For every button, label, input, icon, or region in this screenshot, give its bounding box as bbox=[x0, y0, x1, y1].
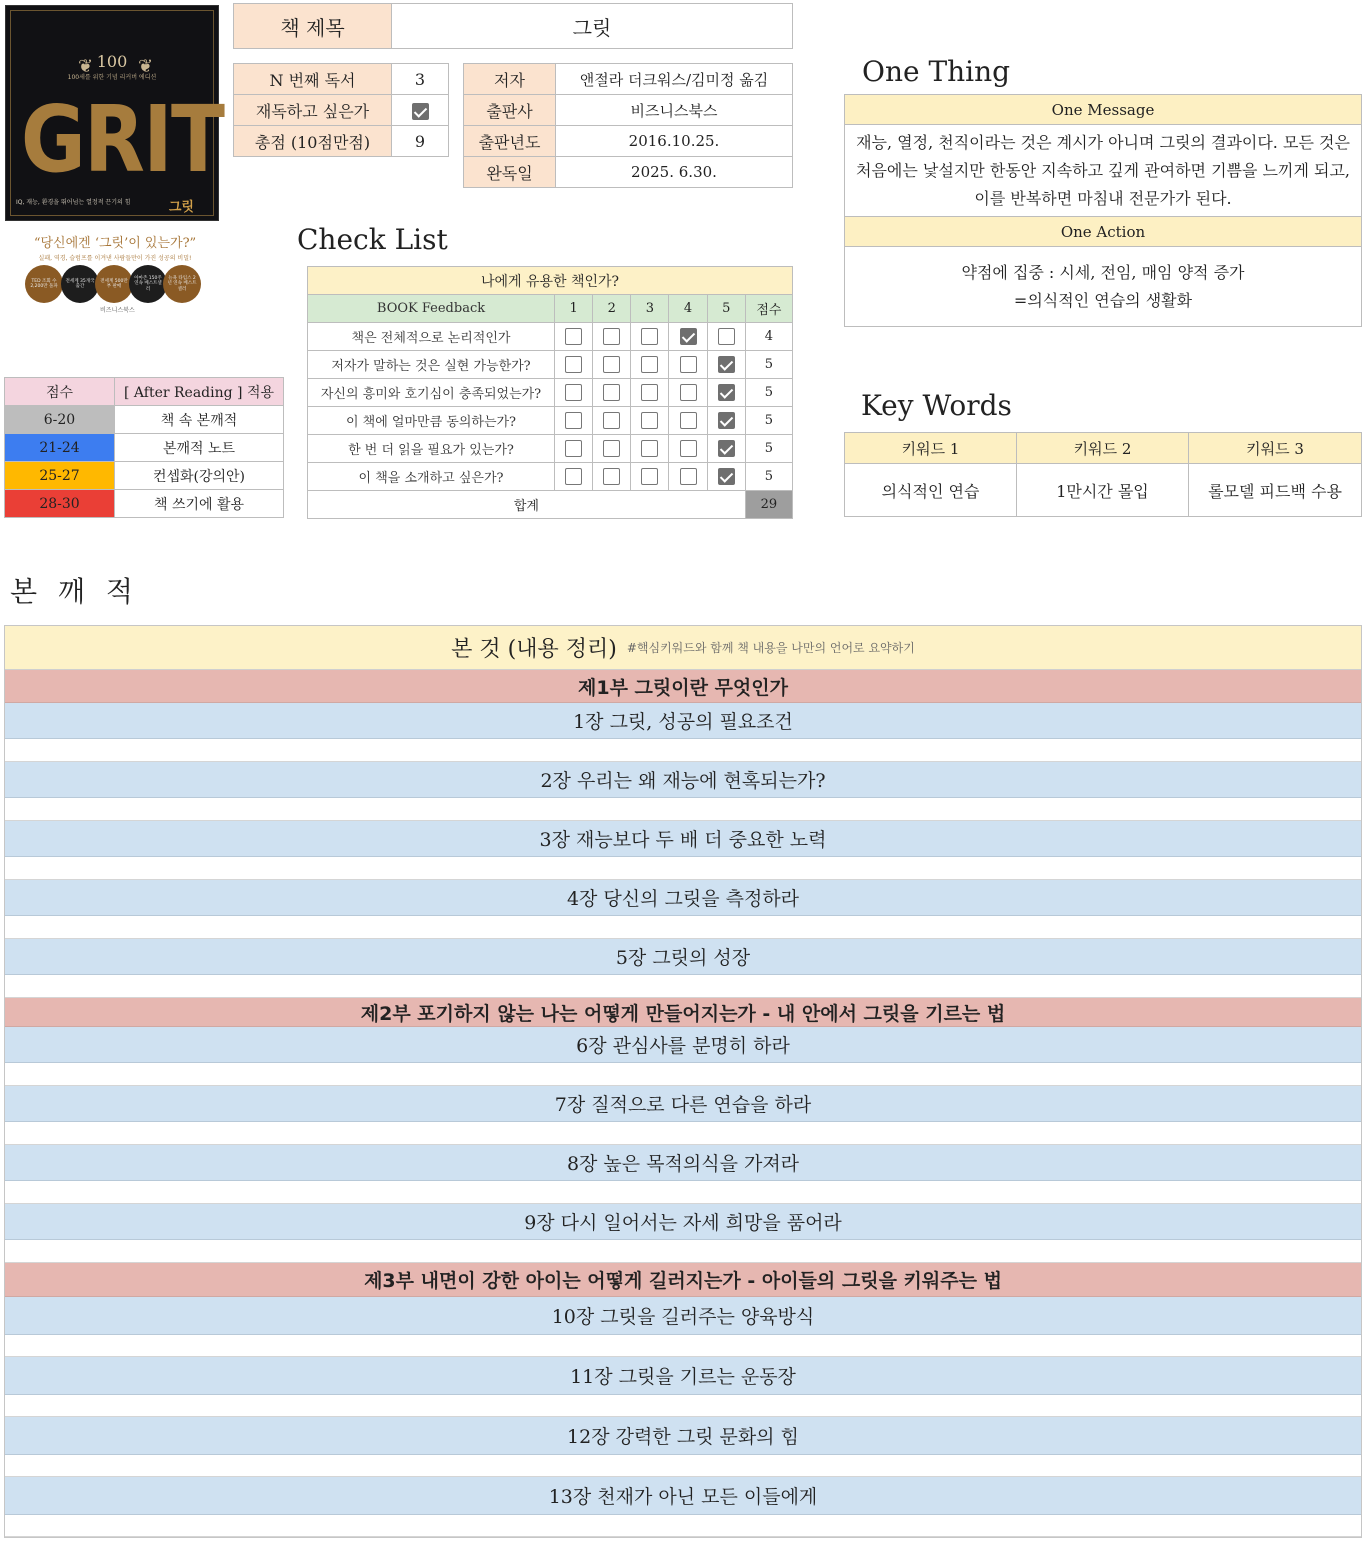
score-column-header: 점수 bbox=[745, 295, 792, 323]
cover-number: 100 bbox=[96, 52, 128, 71]
checklist-header: 나에게 유용한 책인가? bbox=[308, 267, 793, 295]
rating-checkbox[interactable] bbox=[641, 384, 658, 401]
keyword-2-label: 키워드 2 bbox=[1017, 433, 1189, 464]
chapter-heading: 8장 높은 목적의식을 가져라 bbox=[5, 1145, 1361, 1181]
book-info-table bbox=[463, 63, 793, 188]
one-message-label: One Message bbox=[845, 95, 1362, 125]
chapter-notes[interactable] bbox=[5, 975, 1361, 998]
cover-korean-title: 그릿 bbox=[168, 200, 194, 215]
finished-value: 2025. 6.30. bbox=[556, 157, 793, 188]
cover-quote: “당신에겐 ‘그릿’이 있는가?” bbox=[33, 236, 197, 251]
rating-checkbox[interactable] bbox=[718, 412, 735, 429]
chapter-heading: 10장 그릿을 길러주는 양육방식 bbox=[5, 1297, 1361, 1335]
cover-badge: 아마존 150주 연속 베스트셀러 bbox=[129, 265, 167, 303]
cover-subtitle: IQ, 재능, 환경을 뛰어넘는 열정적 끈기의 힘 bbox=[16, 199, 131, 206]
reread-cell bbox=[392, 95, 449, 126]
checklist-row bbox=[308, 323, 793, 351]
part-heading: 제3부 내면이 강한 아이는 어떻게 길러지는가 - 아이들의 그릿을 키워주는 법 bbox=[5, 1263, 1361, 1297]
checklist-total-value: 29 bbox=[745, 491, 792, 519]
chapter-notes[interactable] bbox=[5, 1122, 1361, 1145]
one-message-text: 재능, 열정, 천직이라는 것은 계시가 아니며 그릿의 결과이다. 모든 것은 처음에는 낯설지만 한동안 지속하고 깊게 관여하면 기쁨을 느끼게 되고, 이를 반복하면 마침내 전문가가 된다. bbox=[845, 125, 1362, 217]
chapter-heading: 3장 재능보다 두 배 더 중요한 노력 bbox=[5, 821, 1361, 857]
chapter-notes[interactable] bbox=[5, 1063, 1361, 1086]
book-title-label: 책 제목 bbox=[234, 4, 392, 49]
checklist-cell bbox=[593, 407, 631, 435]
chapter-heading: 12장 강력한 그릿 문화의 힘 bbox=[5, 1417, 1361, 1455]
chapter-heading: 7장 질적으로 다른 연습을 하라 bbox=[5, 1086, 1361, 1122]
checklist-score: 5 bbox=[745, 379, 792, 407]
checklist-cell bbox=[631, 435, 669, 463]
chapter-heading: 6장 관심사를 분명히 하라 bbox=[5, 1027, 1361, 1063]
rating-checkbox[interactable] bbox=[718, 468, 735, 485]
legend-row bbox=[5, 462, 284, 490]
checklist-cell bbox=[593, 351, 631, 379]
rating-checkbox[interactable] bbox=[718, 356, 735, 373]
legend-range: 28-30 bbox=[5, 490, 115, 518]
rating-checkbox[interactable] bbox=[680, 328, 697, 345]
checklist-score: 5 bbox=[745, 407, 792, 435]
chapter-notes[interactable] bbox=[5, 1455, 1361, 1477]
cover-badge: 전세계 500만 부 판매 bbox=[95, 265, 133, 303]
one-action-text bbox=[845, 247, 1362, 327]
summary-block bbox=[4, 625, 1362, 1538]
legend-score-header: 점수 bbox=[5, 378, 115, 406]
rating-checkbox[interactable] bbox=[565, 328, 582, 345]
chapter-heading: 1장 그릿, 성공의 필요조건 bbox=[5, 703, 1361, 739]
chapter-notes[interactable] bbox=[5, 739, 1361, 762]
checklist-cell bbox=[555, 407, 593, 435]
checklist-cell bbox=[707, 463, 745, 491]
part-heading: 제1부 그릿이란 무엇인가 bbox=[5, 670, 1361, 703]
key-words-table bbox=[844, 432, 1362, 517]
checklist-cell bbox=[631, 351, 669, 379]
part-heading: 제2부 포기하지 않는 나는 어떻게 만들어지는가 - 내 안에서 그릿을 기르는 법 bbox=[5, 998, 1361, 1027]
chapter-heading: 13장 천재가 아닌 모든 이들에게 bbox=[5, 1477, 1361, 1515]
legend-use: 컨셉화(강의안) bbox=[115, 462, 284, 490]
summary-title: 본 것 (내용 정리) bbox=[451, 637, 617, 662]
author-label: 저자 bbox=[464, 64, 556, 95]
checklist-cell bbox=[631, 463, 669, 491]
one-action-line-2: =의식적인 연습의 생활화 bbox=[1013, 290, 1193, 310]
chapter-notes[interactable] bbox=[5, 1181, 1361, 1204]
col-4-header: 4 bbox=[669, 295, 707, 323]
publisher-value: 비즈니스북스 bbox=[556, 95, 793, 126]
legend-use: 책 쓰기에 활용 bbox=[115, 490, 284, 518]
keyword-2-value: 1만시간 몰입 bbox=[1017, 464, 1189, 517]
checklist-cell bbox=[593, 463, 631, 491]
col-5-header: 5 bbox=[707, 295, 745, 323]
keyword-1-label: 키워드 1 bbox=[845, 433, 1017, 464]
rating-checkbox[interactable] bbox=[680, 384, 697, 401]
cover-badge: TED 조회 수 2,200만 돌파 bbox=[25, 265, 63, 303]
laurel-left-icon: ❦ bbox=[78, 56, 94, 77]
rating-checkbox[interactable] bbox=[718, 328, 735, 345]
checklist-score: 5 bbox=[745, 351, 792, 379]
one-action-line-1: 약점에 집중 : 시세, 전임, 매임 양적 증가 bbox=[961, 262, 1245, 282]
chapter-heading: 9장 다시 일어서는 자세 희망을 품어라 bbox=[5, 1204, 1361, 1240]
rating-checkbox[interactable] bbox=[565, 440, 582, 457]
checklist-question: 저자가 말하는 것은 실현 가능한가? bbox=[308, 351, 555, 379]
rating-checkbox[interactable] bbox=[565, 356, 582, 373]
finished-label: 완독일 bbox=[464, 157, 556, 188]
rating-checkbox[interactable] bbox=[641, 328, 658, 345]
reading-info-table bbox=[233, 63, 449, 157]
book-title-value: 그릿 bbox=[392, 4, 793, 49]
checklist-cell bbox=[707, 379, 745, 407]
checklist-cell bbox=[555, 463, 593, 491]
checklist-total-label: 합계 bbox=[308, 491, 746, 519]
chapter-notes[interactable] bbox=[5, 1240, 1361, 1263]
reading-count-label: N 번째 독서 bbox=[234, 64, 392, 95]
chapter-heading: 4장 당신의 그릿을 측정하라 bbox=[5, 880, 1361, 916]
cover-quote-sub: 실패, 역경, 슬럼프를 이겨낸 사람들만이 가진 성공의 비밀! bbox=[38, 255, 192, 262]
col-2-header: 2 bbox=[593, 295, 631, 323]
checklist-cell bbox=[707, 407, 745, 435]
rating-checkbox[interactable] bbox=[680, 356, 697, 373]
rating-checkbox[interactable] bbox=[603, 328, 620, 345]
rating-checkbox[interactable] bbox=[718, 440, 735, 457]
chapter-heading: 5장 그릿의 성장 bbox=[5, 939, 1361, 975]
rating-checkbox[interactable] bbox=[603, 468, 620, 485]
publisher-label: 출판사 bbox=[464, 95, 556, 126]
rating-checkbox[interactable] bbox=[603, 440, 620, 457]
chapter-notes[interactable] bbox=[5, 916, 1361, 939]
chapter-notes[interactable] bbox=[5, 857, 1361, 880]
cover-badge: 뉴욕 타임스 2년 연속 베스트셀러 bbox=[163, 265, 201, 303]
checklist-cell bbox=[707, 435, 745, 463]
col-3-header: 3 bbox=[631, 295, 669, 323]
cover-publisher: 비즈니스북스 bbox=[100, 307, 135, 314]
checklist-cell bbox=[669, 351, 707, 379]
legend-range: 21-24 bbox=[5, 434, 115, 462]
chapter-heading: 2장 우리는 왜 재능에 현혹되는가? bbox=[5, 762, 1361, 798]
checklist-cell bbox=[669, 463, 707, 491]
chapter-notes[interactable] bbox=[5, 1515, 1361, 1537]
checklist-title: Check List bbox=[297, 223, 448, 256]
chapter-notes[interactable] bbox=[5, 1395, 1361, 1417]
rating-checkbox[interactable] bbox=[718, 384, 735, 401]
pub-year-label: 출판년도 bbox=[464, 126, 556, 157]
checklist-question: 자신의 흥미와 호기심이 충족되었는가? bbox=[308, 379, 555, 407]
book-cover bbox=[5, 5, 224, 221]
checklist-cell bbox=[593, 435, 631, 463]
chapter-heading: 11장 그릿을 기르는 운동장 bbox=[5, 1357, 1361, 1395]
rating-checkbox[interactable] bbox=[603, 384, 620, 401]
checklist-row bbox=[308, 351, 793, 379]
rating-checkbox[interactable] bbox=[603, 412, 620, 429]
legend-use: 본깨적 노트 bbox=[115, 434, 284, 462]
checklist-row bbox=[308, 435, 793, 463]
checklist-cell bbox=[631, 379, 669, 407]
checklist-cell bbox=[669, 323, 707, 351]
reread-checkbox[interactable] bbox=[412, 103, 429, 120]
checklist-cell bbox=[555, 323, 593, 351]
summary-hint: #핵심키워드와 함께 책 내용을 나만의 언어로 요약하기 bbox=[626, 641, 915, 655]
cover-number-sub: 100세를 위한 기념 리커버 에디션 bbox=[67, 74, 157, 81]
summary-header bbox=[5, 626, 1361, 670]
rating-checkbox[interactable] bbox=[565, 384, 582, 401]
rating-checkbox[interactable] bbox=[641, 356, 658, 373]
checklist-cell bbox=[593, 379, 631, 407]
checklist-cell bbox=[593, 323, 631, 351]
one-thing-title: One Thing bbox=[862, 55, 1011, 88]
checklist-cell bbox=[631, 407, 669, 435]
total-score-label: 총점 (10점만점) bbox=[234, 126, 392, 157]
total-score-value: 9 bbox=[392, 126, 449, 157]
checklist-table bbox=[307, 266, 793, 519]
checklist-cell bbox=[669, 379, 707, 407]
checklist-cell bbox=[707, 323, 745, 351]
checklist-question: 책은 전체적으로 논리적인가 bbox=[308, 323, 555, 351]
one-thing-table bbox=[844, 94, 1362, 327]
checklist-question: 한 번 더 읽을 필요가 있는가? bbox=[308, 435, 555, 463]
checklist-score: 4 bbox=[745, 323, 792, 351]
rating-checkbox[interactable] bbox=[603, 356, 620, 373]
rating-checkbox[interactable] bbox=[680, 468, 697, 485]
cover-badge: 전세계 35개국 출간 bbox=[61, 265, 99, 303]
checklist-cell bbox=[631, 323, 669, 351]
legend-row bbox=[5, 490, 284, 518]
checklist-cell bbox=[555, 435, 593, 463]
author-value: 앤절라 더크워스/김미정 옮김 bbox=[556, 64, 793, 95]
checklist-score: 5 bbox=[745, 435, 792, 463]
checklist-question: 이 책을 소개하고 싶은가? bbox=[308, 463, 555, 491]
legend-apply-header: [ After Reading ] 적용 bbox=[115, 378, 284, 406]
col-1-header: 1 bbox=[555, 295, 593, 323]
keyword-3-label: 키워드 3 bbox=[1189, 433, 1362, 464]
rating-checkbox[interactable] bbox=[680, 440, 697, 457]
key-words-title: Key Words bbox=[861, 389, 1012, 422]
one-action-label: One Action bbox=[845, 217, 1362, 247]
score-legend-table bbox=[4, 377, 284, 518]
legend-row bbox=[5, 434, 284, 462]
chapter-notes[interactable] bbox=[5, 1335, 1361, 1357]
book-title-table bbox=[233, 3, 793, 49]
legend-range: 6-20 bbox=[5, 406, 115, 434]
feedback-column-header: BOOK Feedback bbox=[308, 295, 555, 323]
legend-range: 25-27 bbox=[5, 462, 115, 490]
reread-label: 재독하고 싶은가 bbox=[234, 95, 392, 126]
checklist-cell bbox=[669, 407, 707, 435]
rating-checkbox[interactable] bbox=[641, 412, 658, 429]
pub-year-value: 2016.10.25. bbox=[556, 126, 793, 157]
legend-row bbox=[5, 406, 284, 434]
chapter-notes[interactable] bbox=[5, 798, 1361, 821]
rating-checkbox[interactable] bbox=[565, 412, 582, 429]
checklist-row bbox=[308, 379, 793, 407]
rating-checkbox[interactable] bbox=[641, 468, 658, 485]
section-title: 본 깨 적 bbox=[10, 575, 139, 608]
checklist-row bbox=[308, 407, 793, 435]
cover-title: GRIT bbox=[20, 86, 224, 193]
checklist-cell bbox=[707, 351, 745, 379]
keyword-1-value: 의식적인 연습 bbox=[845, 464, 1017, 517]
checklist-row bbox=[308, 463, 793, 491]
laurel-right-icon: ❦ bbox=[138, 56, 154, 77]
keyword-3-value: 롤모델 피드백 수용 bbox=[1189, 464, 1362, 517]
legend-use: 책 속 본깨적 bbox=[115, 406, 284, 434]
checklist-cell bbox=[555, 379, 593, 407]
checklist-question: 이 책에 얼마만큼 동의하는가? bbox=[308, 407, 555, 435]
checklist-cell bbox=[555, 351, 593, 379]
rating-checkbox[interactable] bbox=[565, 468, 582, 485]
rating-checkbox[interactable] bbox=[680, 412, 697, 429]
rating-checkbox[interactable] bbox=[641, 440, 658, 457]
checklist-score: 5 bbox=[745, 463, 792, 491]
summary-body bbox=[5, 670, 1361, 1537]
reading-count-value: 3 bbox=[392, 64, 449, 95]
checklist-cell bbox=[669, 435, 707, 463]
